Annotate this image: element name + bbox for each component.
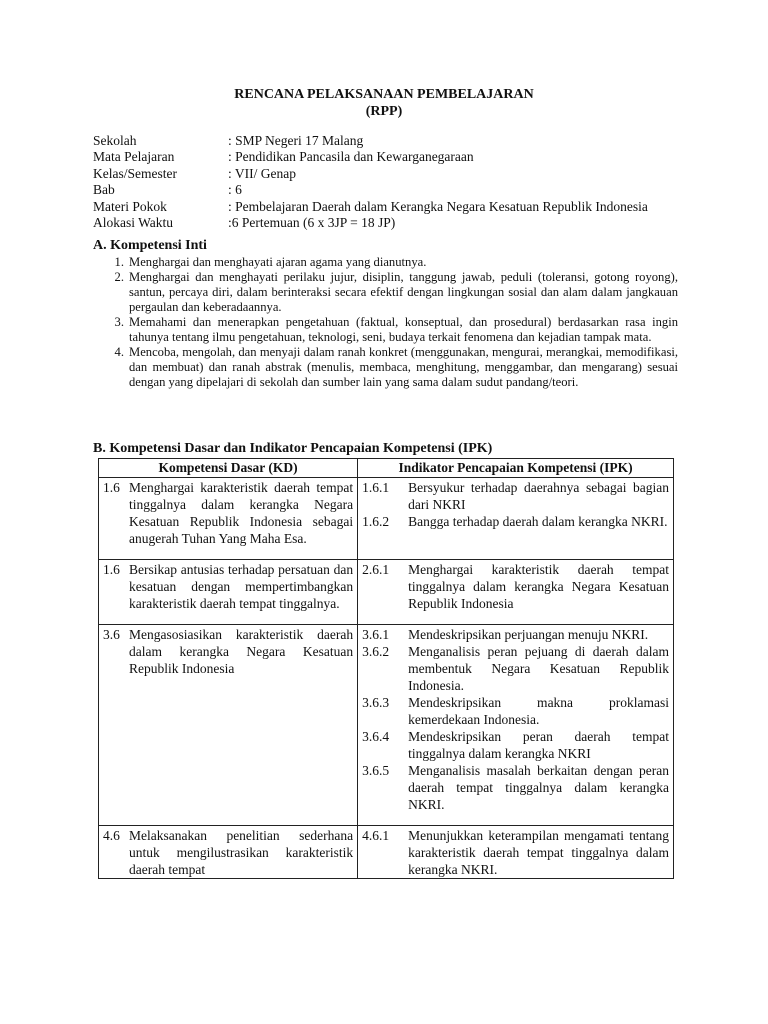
column-header-kd: Kompetensi Dasar (KD) <box>99 459 358 478</box>
table-row <box>99 625 674 826</box>
column-header-ipk: Indikator Pencapaian Kompetensi (IPK) <box>358 459 674 478</box>
list-number: 4. <box>114 345 124 359</box>
list-number: 2. <box>114 270 124 284</box>
info-label: Bab <box>93 182 115 198</box>
ipk-cell <box>358 625 674 826</box>
ipk-text: Menganalisis peran pejuang di daerah dalam membentuk Negara Kesatuan Republik Indonesia. <box>408 644 669 693</box>
list-item <box>93 315 683 345</box>
list-number: 1. <box>114 255 124 269</box>
list-item <box>93 345 683 390</box>
kompetensi-inti-list <box>93 255 683 390</box>
list-text: Menghargai dan menghayati perilaku jujur, disiplin, tanggung jawab, peduli (toleransi, gotong royong), santun, percaya diri, dalam berinteraksi secara efektif dengan lingkungan sosial dan alam dalam jangkauan pergaulan dan keberadaannya. <box>129 270 678 314</box>
kd-cell <box>99 826 358 879</box>
ipk-text: Bangga terhadap daerah dalam kerangka NKRI. <box>408 514 668 529</box>
ipk-text: Bersyukur terhadap daerahnya sebagai bagian dari NKRI <box>408 480 669 512</box>
ipk-text: Menunjukkan keterampilan mengamati tentang karakteristik daerah tempat tinggalnya dalam kerangka NKRI. <box>408 828 669 877</box>
list-number: 3. <box>114 315 124 329</box>
table-row <box>99 478 674 560</box>
ipk-cell <box>358 560 674 625</box>
info-value: : VII/ Genap <box>228 165 296 181</box>
kd-cell <box>99 478 358 560</box>
section-b-heading: B. Kompetensi Dasar dan Indikator Pencapaian Kompetensi (IPK) <box>93 441 493 456</box>
section-kompetensi-inti <box>93 238 683 390</box>
list-item <box>93 255 683 270</box>
kd-number: 4.6 <box>103 828 120 843</box>
ipk-text: Mendeskripsikan peran daerah tempat tinggalnya dalam kerangka NKRI <box>408 729 669 761</box>
document-title: RENCANA PELAKSANAAN PEMBELAJARAN <box>234 87 534 102</box>
ipk-number: 3.6.2 <box>362 644 390 659</box>
table-header-row <box>99 459 674 478</box>
ipk-number: 3.6.5 <box>362 763 390 778</box>
list-text: Memahami dan menerapkan pengetahuan (faktual, konseptual, dan prosedural) berdasarkan rasa ingin tahunya tentang ilmu pengetahuan, teknologi, seni, budaya terkait fenomena dan kejadian tampak mata. <box>129 315 678 344</box>
kd-cell <box>99 560 358 625</box>
ipk-number: 2.6.1 <box>362 562 390 577</box>
ipk-number: 1.6.1 <box>362 480 390 495</box>
ipk-number: 3.6.4 <box>362 729 390 744</box>
table-row <box>99 560 674 625</box>
kd-number: 1.6 <box>103 480 120 495</box>
info-value: : Pembelajaran Daerah dalam Kerangka Negara Kesatuan Republik Indonesia <box>228 198 648 214</box>
kd-text: Mengasosiasikan karakteristik daerah dalam kerangka Negara Kesatuan Republik Indonesia <box>129 627 354 676</box>
info-value: : 6 <box>228 182 242 198</box>
info-row <box>93 133 648 149</box>
document-subtitle: (RPP) <box>365 104 403 119</box>
info-label: Sekolah <box>93 133 137 148</box>
ipk-number: 3.6.1 <box>362 627 390 642</box>
info-row <box>93 166 648 182</box>
info-row <box>93 199 648 215</box>
ipk-text: Menghargai karakteristik daerah tempat tinggalnya dalam kerangka Negara Kesatuan Republik Indonesia <box>408 562 669 611</box>
section-a-heading: A. Kompetensi Inti <box>93 238 207 253</box>
ipk-text: Menganalisis masalah berkaitan dengan peran daerah tempat tinggalnya dalam kerangka NKRI. <box>408 763 669 812</box>
info-label: Kelas/Semester <box>93 165 177 181</box>
kd-cell <box>99 625 358 826</box>
info-label: Alokasi Waktu <box>93 215 174 231</box>
list-text: Menghargai dan menghayati ajaran agama yang dianutnya. <box>129 255 427 269</box>
kd-number: 1.6 <box>103 562 120 577</box>
kd-text: Melaksanakan penelitian sederhana untuk mengilustrasikan karakteristik daerah tempat <box>129 828 354 877</box>
ipk-text: Mendeskripsikan makna proklamasi kemerdekaan Indonesia. <box>408 695 669 727</box>
info-label: Materi Pokok <box>93 198 167 214</box>
info-row <box>93 182 648 198</box>
table-row <box>99 826 674 879</box>
info-row <box>93 149 648 165</box>
info-value: : SMP Negeri 17 Malang <box>228 133 364 148</box>
list-item <box>93 270 683 315</box>
ipk-cell <box>358 826 674 879</box>
info-value: : Pendidikan Pancasila dan Kewarganegaraan <box>228 149 474 165</box>
identity-block <box>93 133 648 231</box>
info-value: :6 Pertemuan (6 x 3JP = 18 JP) <box>228 215 396 231</box>
info-row <box>93 215 648 231</box>
ipk-text: Mendeskripsikan perjuangan menuju NKRI. <box>408 627 649 642</box>
kd-number: 3.6 <box>103 627 120 642</box>
ipk-cell <box>358 478 674 560</box>
ipk-number: 4.6.1 <box>362 828 390 843</box>
ipk-number: 1.6.2 <box>362 514 390 529</box>
kd-text: Menghargai karakteristik daerah tempat tinggalnya dalam kerangka Negara Kesatuan Republik Indonesia sebagai anugerah Tuhan Yang Maha Esa. <box>129 480 354 546</box>
kd-text: Bersikap antusias terhadap persatuan dan kesatuan dengan mempertimbangkan karakteristik daerah tempat tinggalnya. <box>129 562 354 611</box>
kd-ipk-table <box>98 458 674 879</box>
list-text: Mencoba, mengolah, dan menyaji dalam ranah konkret (menggunakan, mengurai, merangkai, memodifikasi, dan membuat) dan ranah abstrak (menulis, membaca, menghitung, menggambar, dan mengarang) sesuai dengan yang dipelajari di sekolah dan sumber lain yang sama dalam sudut pandang/teori. <box>129 345 678 389</box>
info-label: Mata Pelajaran <box>93 149 175 165</box>
ipk-number: 3.6.3 <box>362 695 390 710</box>
